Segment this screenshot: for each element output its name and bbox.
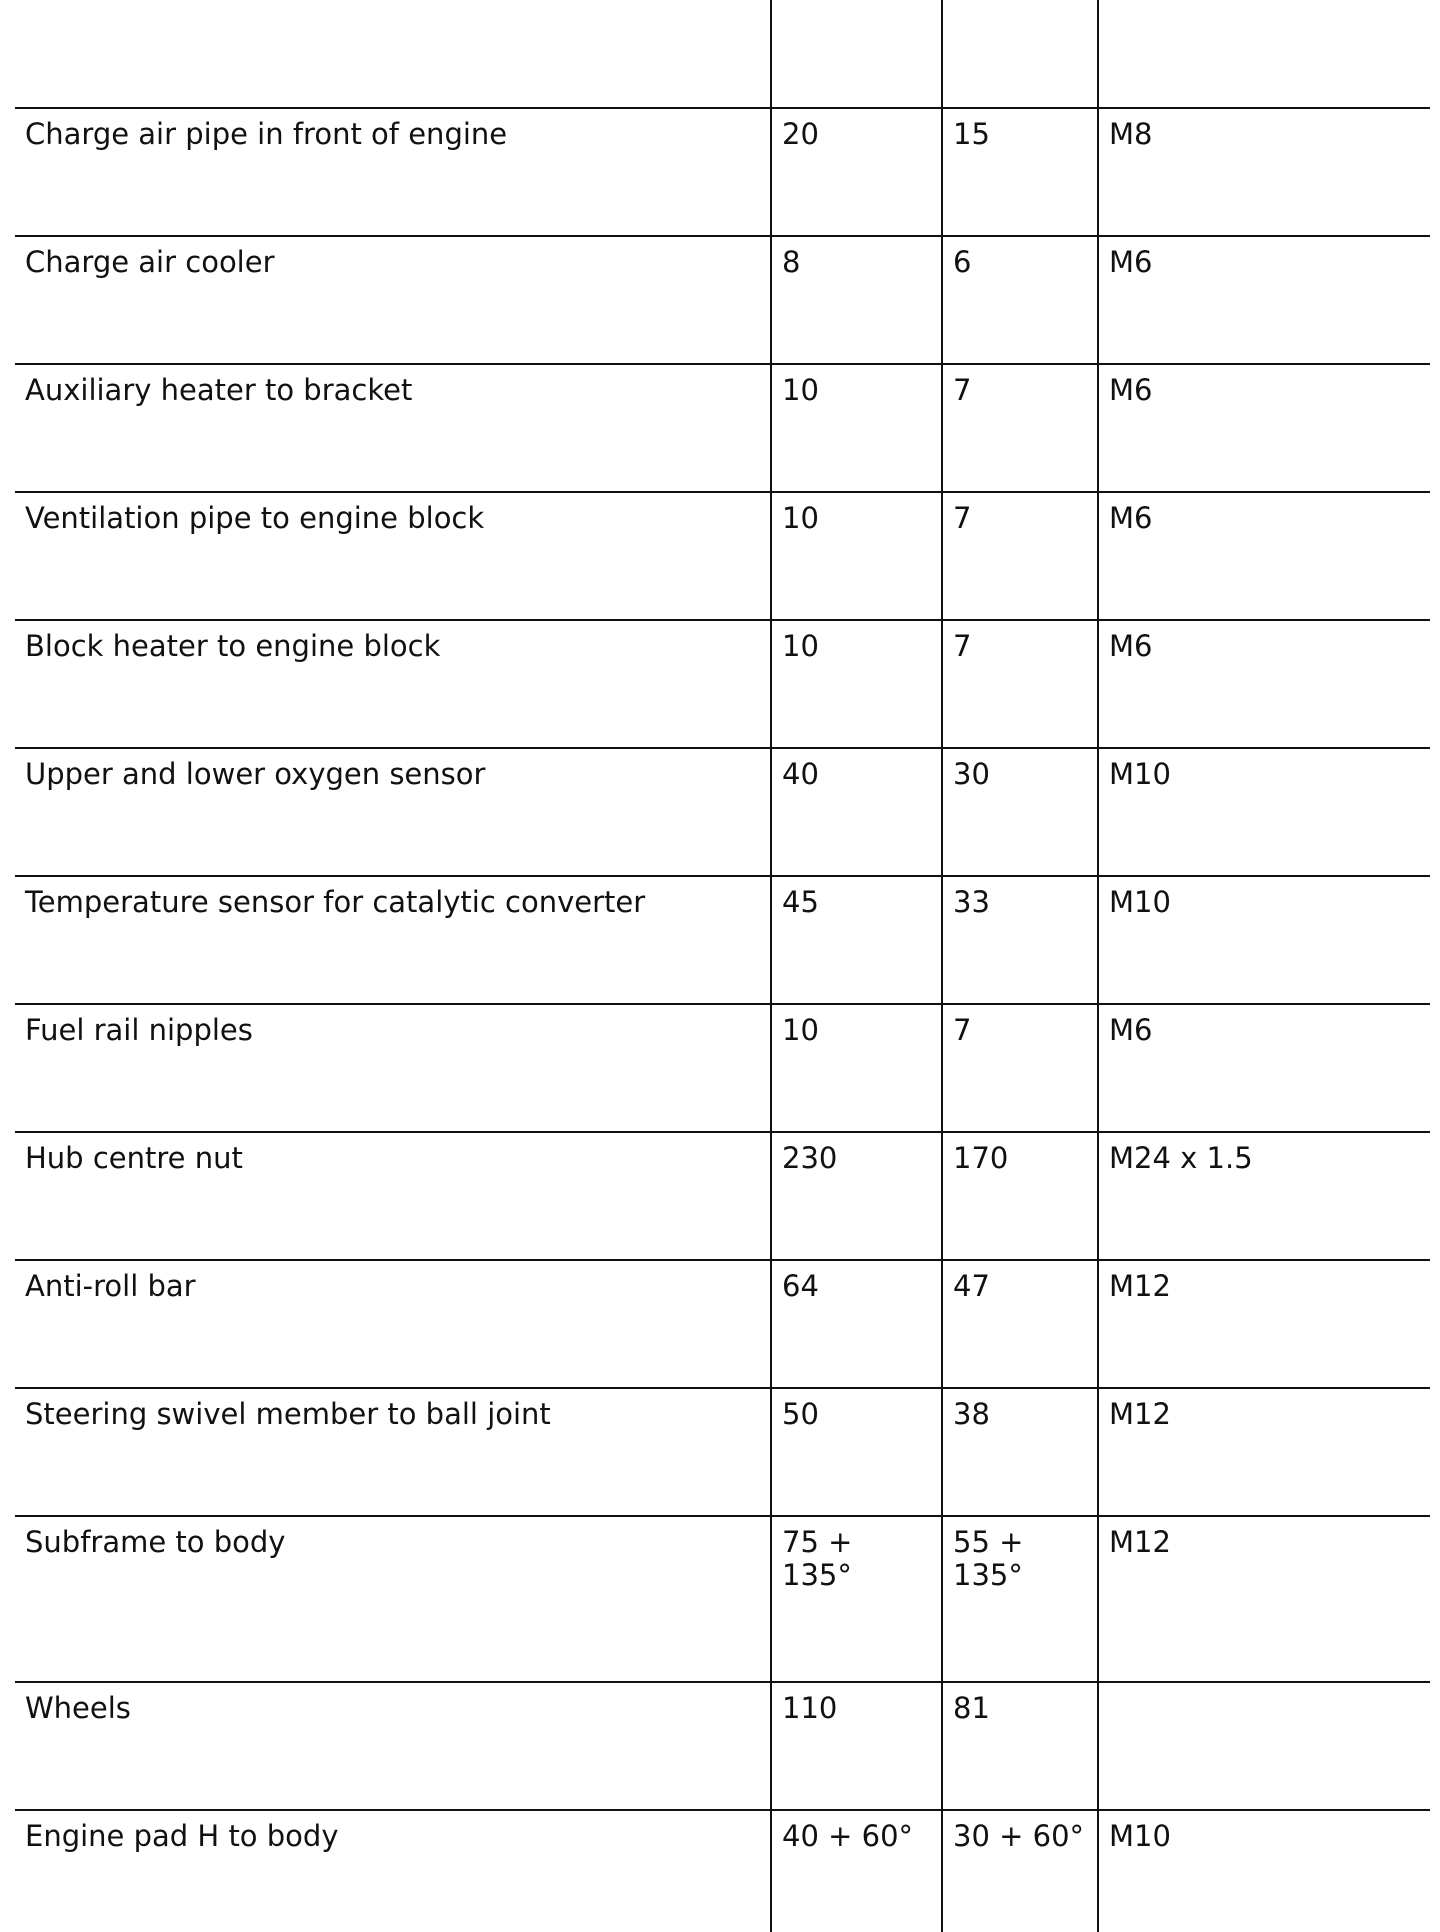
nm-cell: 40 + 60° <box>771 1810 942 1932</box>
description-cell: Charge air cooler <box>15 236 771 364</box>
lbft-cell: 55 + 135° <box>942 1516 1098 1682</box>
thread-cell: M6 <box>1098 1004 1430 1132</box>
thread-cell: M24 x 1.5 <box>1098 1132 1430 1260</box>
lbft-cell: 7 <box>942 1004 1098 1132</box>
thread-cell: M10 <box>1098 1810 1430 1932</box>
nm-cell: 230 <box>771 1132 942 1260</box>
lbft-cell: 6 <box>942 236 1098 364</box>
description-cell: Steering swivel member to ball joint <box>15 1388 771 1516</box>
description-cell: Subframe to body <box>15 1516 771 1682</box>
description-cell: Upper and lower oxygen sensor <box>15 748 771 876</box>
thread-cell: M6 <box>1098 492 1430 620</box>
table-row <box>15 364 1430 492</box>
thread-cell <box>1098 1682 1430 1810</box>
table-row <box>15 1388 1430 1516</box>
table-row <box>15 1260 1430 1388</box>
header-cell-lbft <box>942 0 1098 108</box>
description-cell: Temperature sensor for catalytic converter <box>15 876 771 1004</box>
description-cell: Ventilation pipe to engine block <box>15 492 771 620</box>
nm-cell: 10 <box>771 364 942 492</box>
table-row <box>15 876 1430 1004</box>
description-cell: Hub centre nut <box>15 1132 771 1260</box>
lbft-cell: 30 + 60° <box>942 1810 1098 1932</box>
nm-cell: 20 <box>771 108 942 236</box>
header-cell-description <box>15 0 771 108</box>
description-cell: Charge air pipe in front of engine <box>15 108 771 236</box>
table-row <box>15 1132 1430 1260</box>
nm-cell: 50 <box>771 1388 942 1516</box>
thread-cell: M10 <box>1098 748 1430 876</box>
thread-cell: M12 <box>1098 1260 1430 1388</box>
thread-cell: M10 <box>1098 876 1430 1004</box>
header-cell-nm <box>771 0 942 108</box>
lbft-cell: 7 <box>942 492 1098 620</box>
description-cell: Engine pad H to body <box>15 1810 771 1932</box>
nm-cell: 110 <box>771 1682 942 1810</box>
lbft-cell: 81 <box>942 1682 1098 1810</box>
thread-cell: M8 <box>1098 108 1430 236</box>
table-row <box>15 1004 1430 1132</box>
nm-cell: 40 <box>771 748 942 876</box>
torque-specification-table <box>15 0 1430 1932</box>
lbft-cell: 170 <box>942 1132 1098 1260</box>
thread-cell: M12 <box>1098 1388 1430 1516</box>
thread-cell: M6 <box>1098 620 1430 748</box>
description-cell: Block heater to engine block <box>15 620 771 748</box>
nm-cell: 10 <box>771 620 942 748</box>
thread-cell: M12 <box>1098 1516 1430 1682</box>
table-row <box>15 492 1430 620</box>
lbft-cell: 38 <box>942 1388 1098 1516</box>
nm-cell: 45 <box>771 876 942 1004</box>
table-row <box>15 620 1430 748</box>
table-row <box>15 1682 1430 1810</box>
table-header-row <box>15 0 1430 108</box>
nm-cell: 8 <box>771 236 942 364</box>
nm-cell: 10 <box>771 492 942 620</box>
nm-cell: 75 + 135° <box>771 1516 942 1682</box>
nm-cell: 64 <box>771 1260 942 1388</box>
table-row <box>15 748 1430 876</box>
description-cell: Fuel rail nipples <box>15 1004 771 1132</box>
lbft-cell: 7 <box>942 620 1098 748</box>
table-row <box>15 108 1430 236</box>
lbft-cell: 7 <box>942 364 1098 492</box>
thread-cell: M6 <box>1098 236 1430 364</box>
nm-cell: 10 <box>771 1004 942 1132</box>
header-cell-thread <box>1098 0 1430 108</box>
description-cell: Anti-roll bar <box>15 1260 771 1388</box>
lbft-cell: 33 <box>942 876 1098 1004</box>
description-cell: Wheels <box>15 1682 771 1810</box>
lbft-cell: 30 <box>942 748 1098 876</box>
lbft-cell: 47 <box>942 1260 1098 1388</box>
table-row <box>15 1810 1430 1932</box>
lbft-cell: 15 <box>942 108 1098 236</box>
table-row <box>15 1516 1430 1682</box>
thread-cell: M6 <box>1098 364 1430 492</box>
description-cell: Auxiliary heater to bracket <box>15 364 771 492</box>
table-row <box>15 236 1430 364</box>
